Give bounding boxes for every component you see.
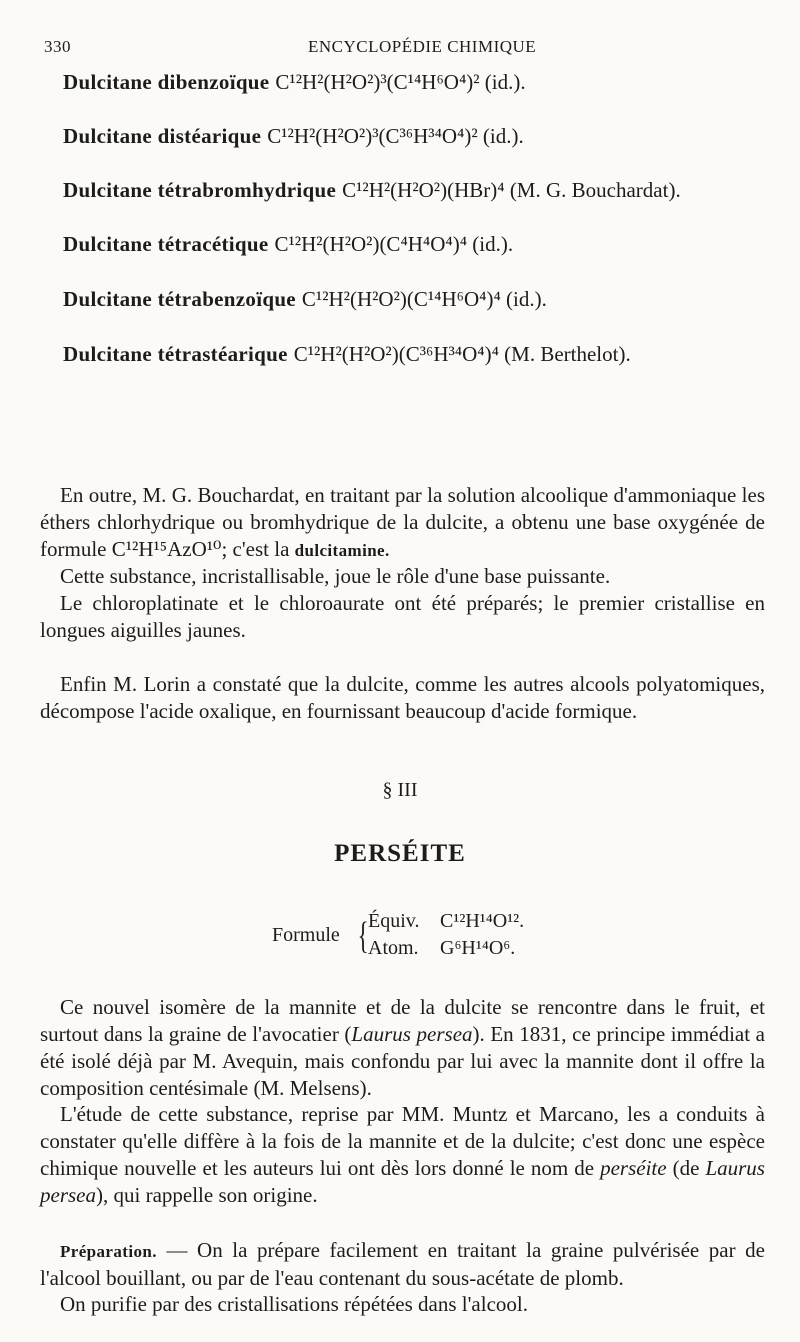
paragraph-text: ). En 1831, ce principe immédiat a été isolé déjà par M. Avequin, mais confondu par lui avec la mannite dont il offre la composition centésimale (M. Melsens). [40,1022,765,1100]
paragraph-chloroplatinate: Le chloroplatinate et le chloroaurate ont été préparés; le premier cristallise en longues aiguilles jaunes. [40,591,765,642]
entry-distearique [63,123,524,149]
entry-formula: C¹²H²(H²O²)³(C³⁶H³⁴O⁴)² (id.). [267,124,524,148]
brace-glyph: { [357,915,369,957]
entry-dibenzoique [63,69,526,95]
entry-tetrabromhydrique [63,177,681,203]
entry-tetrastearique [63,341,631,367]
entry-tetracetique [63,231,513,257]
section-number: § III [382,779,418,801]
formula-atom: G⁶H¹⁴O⁶. [440,937,516,959]
entry-formula: C¹²H²(H²O²)³(C¹⁴H⁶O⁴)² (id.). [275,70,526,94]
entry-name: Dulcitane tétracétique [63,232,269,256]
running-title: ENCYCLOPÉDIE CHIMIQUE [308,37,537,56]
formula-equiv: C¹²H¹⁴O¹². [440,910,525,932]
section-heading: PERSÉITE [334,840,466,867]
entry-formula: C¹²H²(H²O²)(HBr)⁴ (M. G. Bouchardat). [342,178,681,202]
entry-name: Dulcitane distéarique [63,124,262,148]
paragraph-text: Ce nouvel isomère de la mannite et de la dulcite se rencontre dans le fruit, et surtout dans la graine de l'avocatier ( [40,995,765,1046]
term-perseite: perséite [600,1156,667,1180]
entry-formula: C¹²H²(H²O²)(C¹⁴H⁶O⁴)⁴ (id.). [301,287,547,311]
page-number: 330 [44,37,71,56]
paragraph-lorin: Enfin M. Lorin a constaté que la dulcite, comme les autres alcools polyatomiques, décompose l'acide oxalique, en fournissant beaucoup d'acide formique. [40,672,765,723]
entry-tetrabenzoique [63,286,547,312]
entry-name: Dulcitane tétrabenzoïque [63,287,296,311]
entry-formula: C¹²H²(H²O²)(C³⁶H³⁴O⁴)⁴ (M. Berthelot). [293,342,631,366]
entry-name: Dulcitane tétrabromhydrique [63,178,337,202]
species-name: Laurus persea [40,1156,765,1207]
formula-label: Formule [272,924,340,946]
paragraph-purification: On purifie par des cristallisations répétées dans l'alcool. [60,1292,528,1316]
paragraph-etude [40,1101,765,1209]
paragraph-text: L'étude de cette substance, reprise par MM. Muntz et Marcano, les a conduits à constater qu'elle diffère à la fois de la mannite et de la dulcite; c'est donc une espèce chimique nouvelle et les auteurs lui ont dès lors donné le nom de [40,1102,765,1180]
paragraph-base: Cette substance, incristallisable, joue le rôle d'une base puissante. [60,564,611,588]
paragraph-isomere [40,994,765,1102]
formula-atom-label: Atom. [368,937,419,959]
paragraph-preparation [40,1237,765,1292]
entry-name: Dulcitane dibenzoïque [63,70,270,94]
formula-equiv-label: Équiv. [368,910,420,932]
species-name: Laurus persea [351,1022,473,1046]
term-preparation: Préparation. [60,1242,157,1261]
paragraph-dulcitamine [40,482,765,564]
entry-formula: C¹²H²(H²O²)(C⁴H⁴O⁴)⁴ (id.). [274,232,514,256]
paragraph-text: (de [666,1156,706,1180]
term-dulcitamine: dulcitamine. [294,541,390,560]
entry-name: Dulcitane tétrastéarique [63,342,288,366]
paragraph-text: ), qui rappelle son origine. [96,1183,318,1207]
paragraph-text: En outre, M. G. Bouchardat, en traitant par la solution alcoolique d'ammoniaque les éthers chlorhydrique ou bromhydrique de la dulcite, a obtenu une base oxygénée de formule C¹²H¹⁵AzO¹⁰; c'est la [40,483,765,561]
paragraph-text: — On la prépare facilement en traitant la graine pulvérisée par de l'alcool bouillant, ou par de l'eau contenant du sous-acétate de plomb. [40,1238,765,1290]
